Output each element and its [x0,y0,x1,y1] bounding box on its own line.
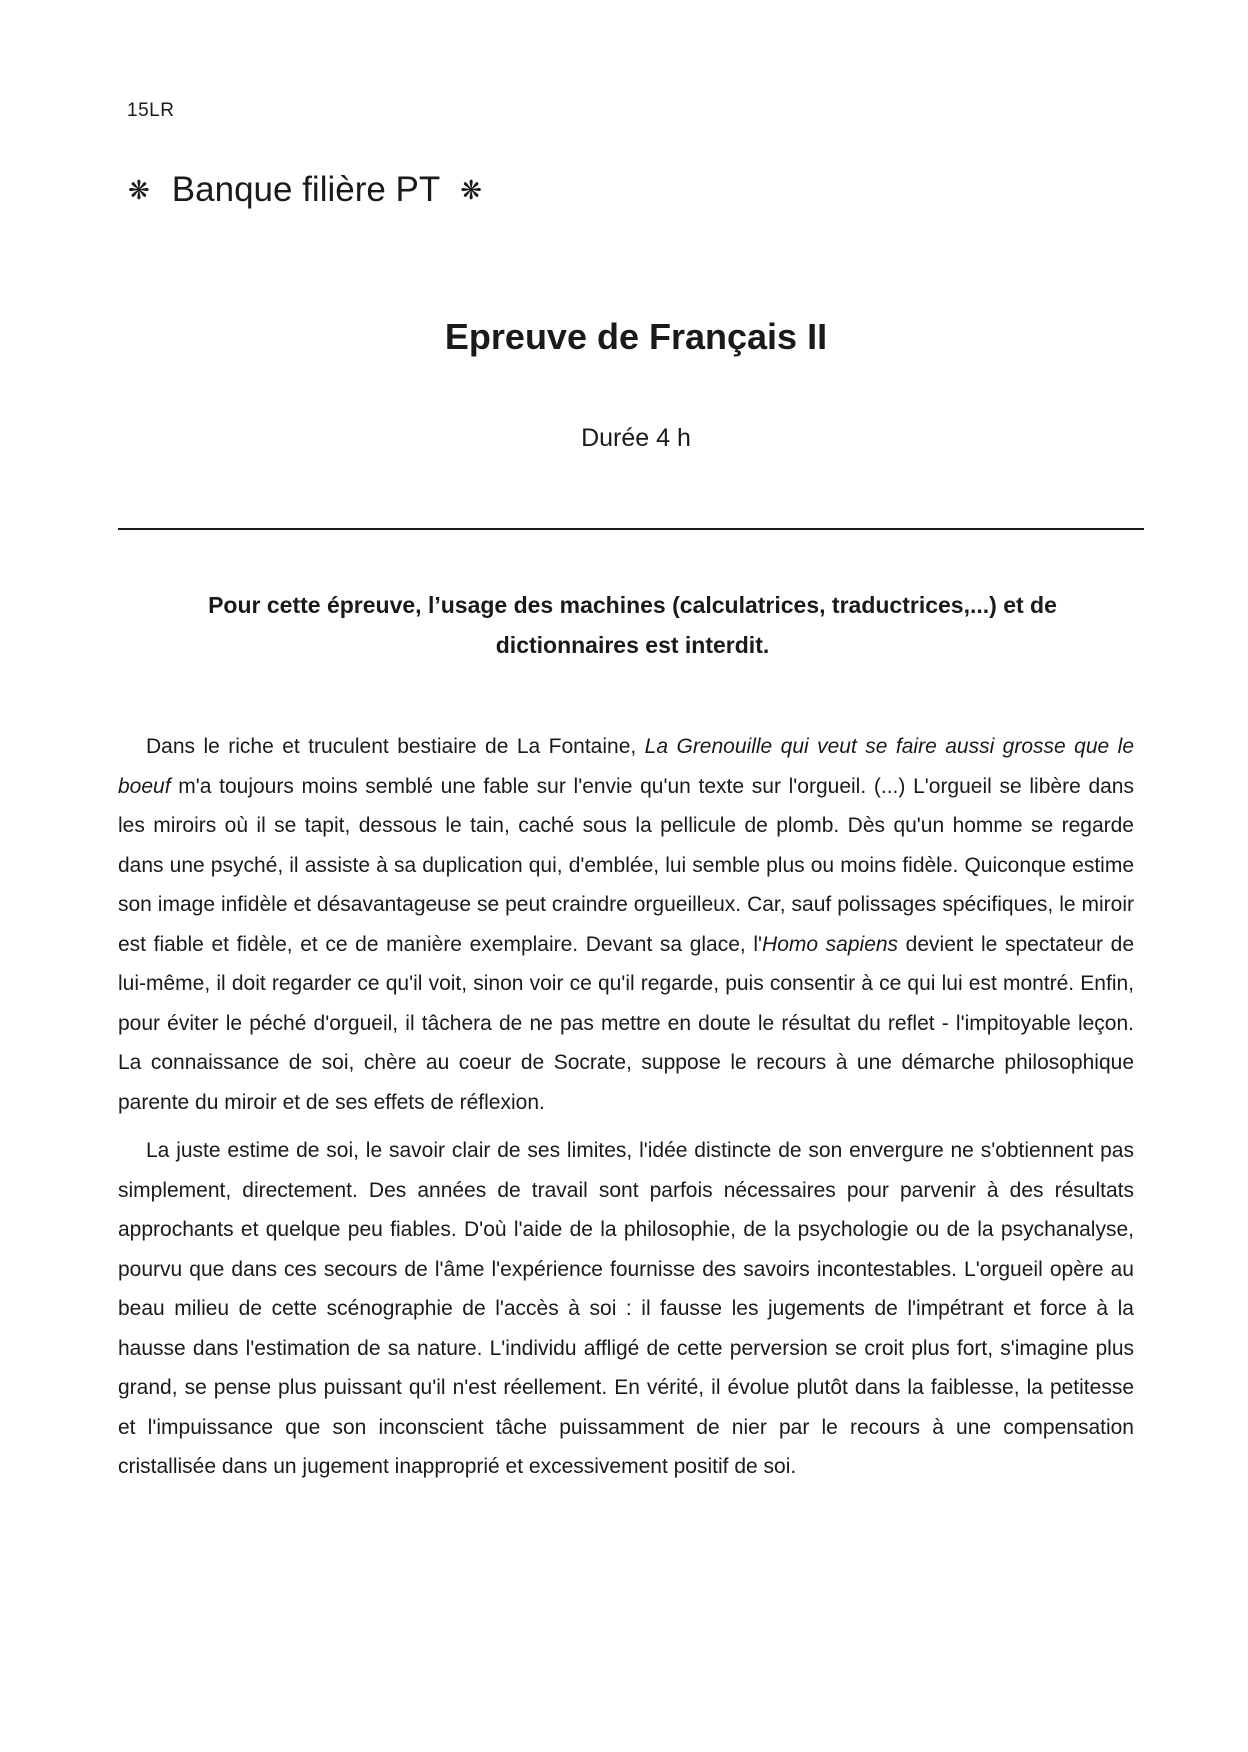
bank-heading [128,170,482,210]
paragraph-1 [118,727,1134,1122]
paragraph-1-part-a: Dans le riche et truculent bestiaire de La Fontaine, [146,735,645,758]
exam-duration: Durée 4 h [581,424,691,452]
snowflake-ornament-icon: ❋ [128,174,150,205]
paragraph-2: La juste estime de soi, le savoir clair de ses limites, l'idée distincte de son envergure ne s'obtiennent pas simplement, directement. Des années de travail sont parfois nécessaires pour parvenir à des résultats approchants et quelque peu fiables. D'où l'aide de la philosophie, de la psychologie ou de la psychanalyse, pourvu que dans ces secours de l'âme l'expérience fournisse des savoirs incontestables. L'orgueil opère au beau milieu de cette scénographie de l'accès à soi : il fausse les jugements de l'impétrant et force à la hausse dans l'estimation de sa nature. L'individu affligé de cette perversion se croit plus fort, s'imagine plus grand, se pense plus puissant qu'il n'est réellement. En vérité, il évolue plutôt dans la faiblesse, la petitesse et l'impuissance que son inconscient tâche puissamment de nier par le recours à une compensation cristallisée dans un jugement inapproprié et excessivement positif de soi. [118,1139,1134,1478]
fable-title: La Grenouille qui veut se faire aussi grosse que le boeuf [118,735,1134,798]
bank-title: Banque filière PT [171,170,441,209]
document-code: 15LR [127,100,175,121]
paragraph-1-part-b: m'a toujours moins semblé une fable sur l'envie qu'un texte sur l'orgueil. (...) L'orgueil se libère dans les miroirs où il se tapit, dessous le tain, caché sous la pellicule de plomb. Dès qu'un homme se regarde dans une psyché, il assiste à sa duplication qui, d'emblée, lui semble plus ou moins fidèle. Quiconque estime son image infidèle et désavantageuse se peut craindre orgueilleux. Car, sauf polissages spécifiques, le miroir est fiable et fidèle, et ce de manière exemplaire. Devant sa glace, l' [118,774,1134,956]
notice-line-1: Pour cette épreuve, l’usage des machines (calculatrices, traductrices,...) et de [208,592,1057,618]
notice-line-2: dictionnaires est interdit. [495,632,770,658]
snowflake-ornament-icon: ❋ [460,174,483,205]
exam-notice [140,585,1125,665]
horizontal-divider [118,528,1144,530]
exam-title: Epreuve de Français II [444,316,828,357]
excerpt-text [118,727,1134,1496]
species-name: Homo sapiens [762,932,899,956]
paragraph-1-part-c: devient le spectateur de lui-même, il doit regarder ce qu'il voit, sinon voir ce qu'il regarde, puis consentir à ce qui lui est montré. Enfin, pour éviter le péché d'orgueil, il tâchera de ne pas mettre en doute le résultat du reflet - l'impitoyable leçon. La connaissance de soi, chère au coeur de Socrate, suppose le recours à une démarche philosophique parente du miroir et de ses effets de réflexion. [118,932,1134,1114]
